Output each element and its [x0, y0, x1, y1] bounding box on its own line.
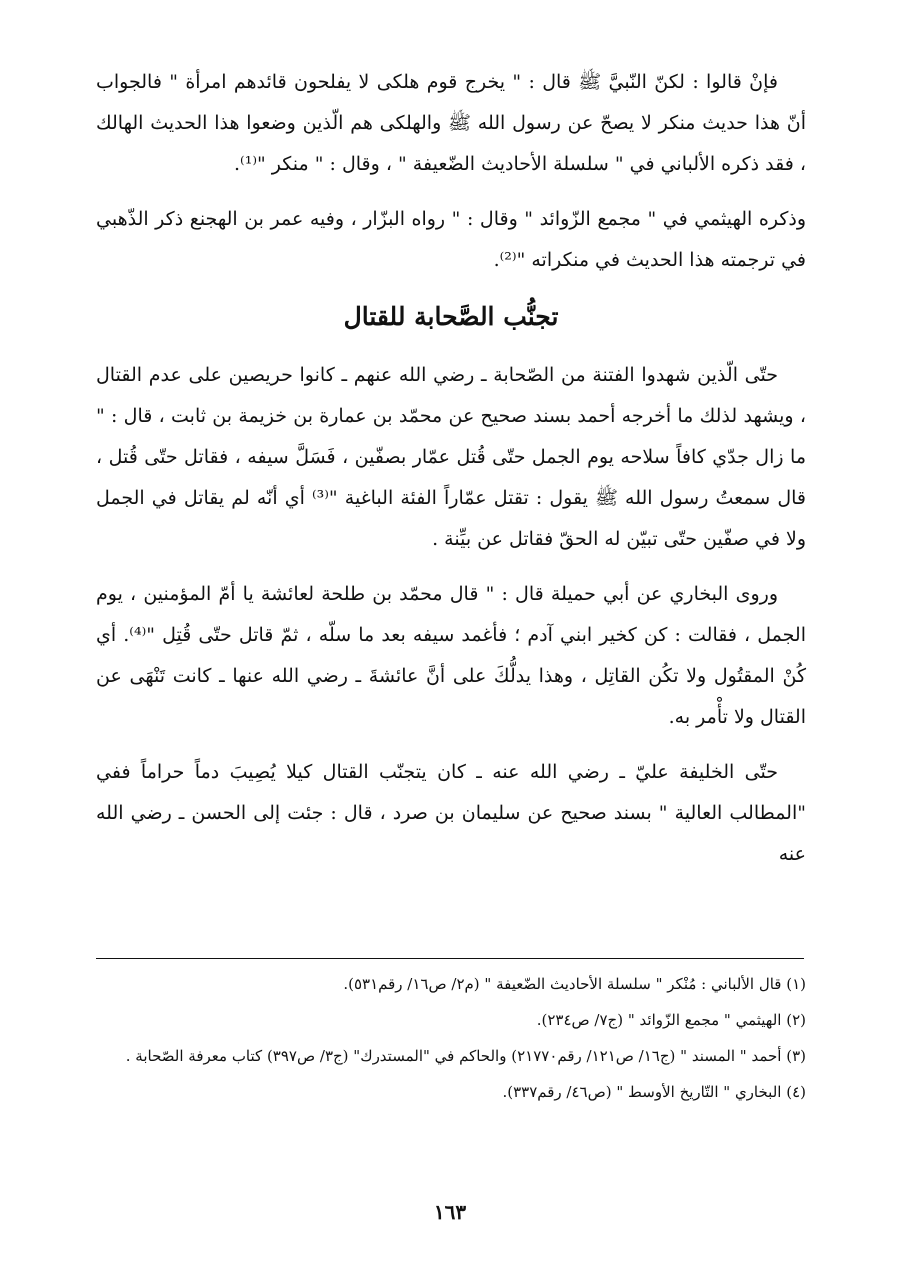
- page-body: [96, 62, 806, 875]
- paragraph-hadith-rejection: فإنْ قالوا : لكنّ النّبيَّ ﷺ قال : " يخرج قوم هلكى لا يفلحون قائدهم امرأة " فالجواب أنّ هذا حديث منكر لا يصحّ عن رسول الله ﷺ والهلكى هم الّذين وضعوا هذا الحديث الهالك ، فقد ذكره الألباني في " سلسلة الأحاديث الضّعيفة " ، وقال : " منكر "⁽¹⁾.: [96, 71, 806, 175]
- paragraph-companions-avoid-fighting: حتّى الّذين شهدوا الفتنة من الصّحابة ـ رضي الله عنهم ـ كانوا حريصين على عدم القتال ، ويشهد لذلك ما أخرجه أحمد بسند صحيح عن محمّد بن عمارة بن خزيمة بن ثابت ، قال : " ما زال جدّي كافاً سلاحه يوم الجمل حتّى قُتل عمّار بصفّين ، فَسَلَّ سيفه ، فقاتل حتّى قُتل ، قال سمعتُ رسول الله ﷺ يقول : تقتل عمّاراً الفئة الباغية "⁽³⁾ أي أنّه لم يقاتل في الجمل ولا في صفّين حتّى تبيّن له الحقّ فقاتل عن بيِّنة .: [96, 364, 807, 550]
- paragraph-caliph-ali: حتّى الخليفة عليّ ـ رضي الله عنه ـ كان يتجنّب القتال كيلا يُصِيبَ دماً حراماً ففي "المطالب العالية " بسند صحيح عن سليمان بن صرد ، قال : جئت إلى الحسن ـ رضي الله عنه: [96, 761, 806, 865]
- page-number: ١٦٣: [433, 1200, 467, 1224]
- footnote-divider: [96, 958, 804, 959]
- footnote-3: (٣) أحمد " المسند " (ج١٦/ ص١٢١/ رقم٢١٧٧٠) والحاكم في "المستدرك" (ج٣/ ص٣٩٧) كتاب معرفة الصّحابة .: [125, 1047, 806, 1065]
- footnotes: [96, 968, 806, 1112]
- paragraph-bukhari-aisha: وروى البخاري عن أبي حميلة قال : " قال محمّد بن طلحة لعائشة يا أمّ المؤمنين ، يوم الجمل ، فقالت : كن كخير ابني آدم ؛ فأغمد سيفه بعد ما سلّه ، ثمّ قاتل حتّى قُتِل "⁽⁴⁾. أي كُنْ المقتُول ولا تكُن القاتِل ، وهذا يدلُّكَ على أنَّ عائشةَ ـ رضي الله عنها ـ كانت تَنْهَى عن القتال ولا تأْمر به.: [96, 583, 806, 728]
- footnote-1: (١) قال الألباني : مُنْكر " سلسلة الأحاديث الضّعيفة " (م٢/ ص١٦/ رقم٥٣١).: [343, 975, 806, 993]
- paragraph-haythami: وذكره الهيثمي في " مجمع الزّوائد " وقال : " رواه البزّار ، وفيه عمر بن الهجنع ذكر الذّهبي في ترجمته هذا الحديث في منكراته "⁽²⁾.: [96, 208, 806, 271]
- footnote-4: (٤) البخاري " التّاريخ الأوسط " (ص٤٦/ رقم٣٣٧).: [502, 1083, 806, 1101]
- footnote-2: (٢) الهيثمي " مجمع الزّوائد " (ج٧/ ص٢٣٤).: [536, 1011, 806, 1029]
- section-heading: تجنُّب الصَّحابة للقتال: [343, 302, 559, 331]
